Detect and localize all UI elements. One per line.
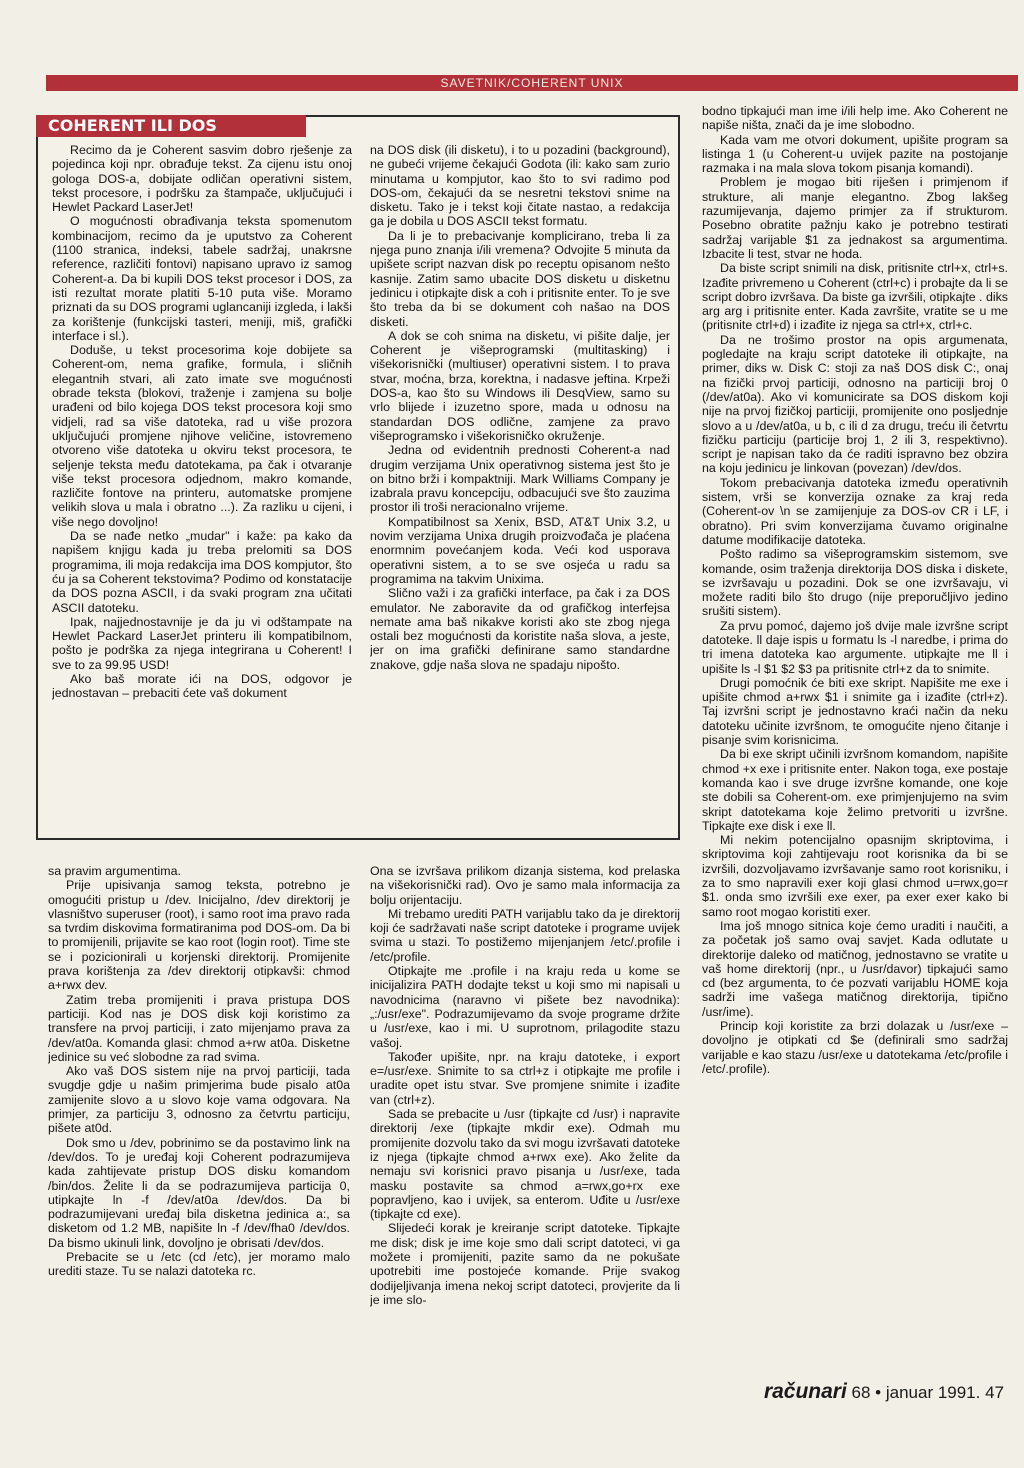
paragraph: Kompatibilnost sa Xenix, BSD, AT&T Unix 3.2, u novim verzijama Unixa drugih proizvođača je plaćena enormnim povećanjem koda. Veći kod usporava operativni sistem, a to se sve osjeća u radu sa programima na takvim Unixima. [370,514,670,586]
magazine-brand: računari [763,1380,847,1403]
paragraph: Recimo da je Coherent sasvim dobro rješenje za pojedinca koji npr. obrađuje tekst. Za cijenu istu onoj gologa DOS-a, dobijate odličan operativni sistem, tekst procesore, i podršku za štampače, uključujući i Hewlet Packard LaserJet! [52,143,352,215]
paragraph: A dok se coh snima na disketu, vi pišite dalje, jer Coherent je višeprogramski (multitasking) i višekorisnički (multiuser) operativni sistem. I to prava stvar, moćna, brza, korektna, i nadasve jeftina. Krpeži DOS-a, kao što su Windows ili DesqView, samo su vrlo blijede i izuzetno spore, mada u odnosu na standardan DOS odlične, zamjene za pravo višeprogramsko i višekorisničko okruženje. [370,328,670,443]
paragraph: Da se nađe netko „mudar" i kaže: pa kako da napišem knjigu kada ju treba prelomiti sa DOS programima, ili moja redakcija ima DOS kompjutor, što ću ja sa Coherent tekstovima? Podimo od konstatacije da DOS pozna ASCII, i da svaki program zna učitati ASCII datoteku. [52,529,352,615]
article-column-1 [48,864,350,1384]
paragraph: Ipak, najjednostavnije je da ju vi odštampate na Hewlet Packard LaserJet printeru ili kompatibilnom, pošto je podrška za njega integrirana u Coherent! I sve to za 99.95 USD! [52,614,352,672]
paragraph: Ima još mnogo sitnica koje ćemo uraditi i naučiti, a za početak još samo ovaj savjet. Kada odlutate u direktorije daleko od matičnog, jednostavno se vratite u vaš home direktorij (npr., u /usr/davor) tipkajući samo cd (bez argumenta, to će pozvati varijablu HOME koja sadrži ime vašega matičnog direktorija, tipično /usr/ime). [702,918,1008,1019]
paragraph: Da biste script snimili na disk, pritisnite ctrl+x, ctrl+s. Izađite privremeno u Coherent (ctrl+c) i probajte da li se script dobro izvršava. Da biste ga izvršili, otipkajte . diks arg arg i pritisnite enter. Kada završite, vratite se u me (pritisnite ctrl+d) i izađite iz njega sa ctrl+x, ctrl+c. [702,261,1008,333]
paragraph: Da ne trošimo prostor na opis argumenata, pogledajte na kraju script datoteke ili otipkajte, na primer, diks w. Disk C: stoji za naš DOS disk C:, onaj na fizički prvoj particiji, odnosno na particiji broj 0 (/dev/at0a). Ako vi komunicirate sa DOS diskom koji nije na prvoj fizičkoj particiji, promijenite ono posljednje slovo a u /dev/at0a, u b, c ili d za drugu, treću ili četvrtu fizičku particiju (particije broj 1, 2 ili 3, respektivno). script je napisan tako da će raditi ispravno bez obzira na koju jedinicu je linkovan (povezan) /dev/dos. [702,332,1008,476]
paragraph: Za prvu pomoć, dajemo još dvije male izvršne script datoteke. ll daje ispis u formatu ls -l naredbe, i prima do tri imena datoteka kao argumente. utipkajte me ll i upišite ls -l $1 $2 $3 pa pritisnite ctrl+z da to snimite. [702,618,1008,676]
paragraph: O mogućnosti obrađivanja teksta spomenutom kombinacijom, recimo da je uputstvo za Coherent (1100 stranica, indeksi, tabele sadržaj, unakrsne reference, različiti fontovi) napisano upravo iz samog Coherent-a. Da bi kupili DOS tekst procesor i DOS, za isti rezultat morate platiti 5-10 puta više. Moramo priznati da su DOS programi uglancaniji izgleda, i lakši za korištenje (funkcijski tasteri, meniji, miš, grafički interface i sl.). [52,214,352,343]
issue-and-page: 68 • januar 1991. 47 [846,1383,1004,1402]
section-header-band: SAVETNIK/COHERENT UNIX [46,75,1018,91]
paragraph: Pošto radimo sa višeprogramskim sistemom, sve komande, osim traženja direktorija DOS diska i diskete, se izvršavaju u pozadini. Dok se one izvršavaju, vi možete raditi bilo što drugo (nije preporučljivo jedino srušiti sistem). [702,547,1008,619]
page-footer [764,1380,1004,1404]
paragraph: Mi nekim potencijalno opasnijm skriptovima, i skriptovima koji zahtijevaju root korisnika da bi se izvršili, dozvoljavamo izvršavanje samo root korisniku, i za to smo napravili exer koji glasi chmod u=rwx,go=r $1. onda smo izvršili exe exer, pa exer exer kako bi samo root mogao koristiti exer. [702,833,1008,919]
paragraph: Kada vam me otvori dokument, upišite program sa listinga 1 (u Coherent-u uvijek pazite na postojanje razmaka i na mala slova tokom pisanja komandi). [702,132,1008,176]
paragraph: Ako vaš DOS sistem nije na prvoj particiji, tada svugdje gdje u našim primjerima bude pisalo at0a zamijenite slovo a u slovo koje vama odgovara. Na primjer, za particiju 3, odnosno za četvrtu particiju, pišete at0d. [48,1064,350,1136]
paragraph: Drugi pomoćnik će biti exe skript. Napišite me exe i upišite chmod a+rwx $1 i snimite ga i izađite (ctrl+z). Taj izvršni script je jednostavno kraći način da neku datoteku učinite izvršnom, te omogućite njeno čitanje i pisanje svim korisnicima. [702,675,1008,748]
paragraph: sa pravim argumentima. [48,864,181,878]
paragraph: Princip koji koristite za brzi dolazak u /usr/exe – dovoljno je otipkati cd $e (definirali smo sadržaj varijable e kao stazu /usr/exe u datotekama /etc/profile i /etc/.profile). [702,1019,1008,1076]
paragraph: Otipkajte me .profile i na kraju reda u kome se inicijalizira PATH dodajte tekst u koji smo mi napisali u navodnicima (naravno vi pišete bez navodnika): „:/usr/exe". Podrazumijevamo da svoje programe držite u /usr/exe, kao i mi. U suprotnom, prilagodite stazu vašoj. [370,964,680,1050]
paragraph: Mi trebamo urediti PATH varijablu tako da je direktorij koji će sadržavati naše script datoteke i programe uvijek svima u stazi. To postižemo mijenjanjem /etc/.profile i /etc/profile. [370,906,680,964]
article-column-2 [370,864,680,1384]
paragraph: Doduše, u tekst procesorima koje dobijete sa Coherent-om, nema grafike, formula, i sličnih elegantnih stvari, ali zato imate sve mogućnosti obrade teksta (blokovi, traženje i zamjena su bolje urađeni od bilo kojega DOS tekst procesora koji smo vidjeli, rad sa više datoteka, rad u više prozora uključujući promjene njihove veličine, istovremeno otvoreno više datoteka u okviru tekst procesora, te seljenje teksta među datotekama, pa čak i otvaranje više tekst procesora odjednom, makro komande, različite fontove na printeru, automatske promjene velikih slova u mala i obratno ...). Za razliku u cijeni, i više nego dovoljno! [52,343,352,529]
sidebar-column-2 [370,143,670,833]
paragraph: Sada se prebacite u /usr (tipkajte cd /usr) i napravite direktorij /exe (tipkajte mkdir exe). Odmah mu promijenite dozvolu tako da svi mogu izvršavati datoteke iz njega (tipkajte chmod a+rwx exe). Ako želite da nemaju svi korisnici pravo pisanja u /usr/exe, tada masku postavite sa chmod a=rwx,go+rx exe popravljeno, kao i uvijek, sa enterom. Uđite u /usr/exe (tipkajte cd exe). [370,1107,680,1222]
paragraph: Ona se izvršava prilikom dizanja sistema, kod prelaska na višekorisnički rad). Ovo je samo mala informacija za bolju orijentaciju. [370,864,680,907]
paragraph: Također upišite, npr. na kraju datoteke, i export e=/usr/exe. Snimite to sa ctrl+z i otipkajte me profile i uradite opet istu stvar. Sve promjene snimite i izađite van (ctrl+z). [370,1049,680,1107]
paragraph: Dok smo u /dev, pobrinimo se da postavimo link na /dev/dos. To je uređaj koji Coherent podrazumijeva kada zahtijevate pristup DOS disku komandom /bin/dos. Želite li da se podrazumijeva particija 0, utipkajte ln -f /dev/at0a /dev/dos. Da bi podrazumijevani uređaj bila disketna jedinica a:, sa disketom od 1.2 MB, napišite ln -f /dev/fha0 /dev/dos. Da bismo ukinuli link, dovoljno je obrisati /dev/dos. [48,1135,350,1250]
paragraph: na DOS disk (ili disketu), i to u pozadini (background), ne gubeći vrijeme čekajući Godota (ili: kako sam zurio minutama u kompjutor, kao što to svi radimo pod DOS-om, čekajući da se nesretni tekstovi snime na disketu. Tako je i tekst koji čitate nastao, a redakcija ga je dobila u DOS ASCII tekst formatu. [370,143,670,229]
paragraph: Zatim treba promijeniti i prava pristupa DOS particiji. Kod nas je DOS disk koji koristimo za transfere na prvoj particiji, i zato mijenjamo prava za /dev/at0a. Komanda glasi: chmod a+rw at0a. Disketne jedinice su već slobodne za rad svima. [48,992,350,1064]
sidebar-box-title: COHERENT ILI DOS [36,115,306,137]
paragraph: Da bi exe skript učinili izvršnom komandom, napišite chmod +x exe i pritisnite enter. Nakon toga, exe postaje komanda kao i sve druge izvršne komande, one koje ste dobili sa Coherent-om. exe primjenjujemo na svim skript datotekama koje želimo pretvoriti u izvršne. Tipkajte exe disk i exe ll. [702,747,1008,833]
paragraph: Prije upisivanja samog teksta, potrebno je omogućiti pristup u /dev. Inicijalno, /dev direktorij je vlasništvo superuser (root), i samo root ima pravo rada sa tvrdim diskovima formatiranima pod DOS-om. Da bi to promijenili, prijavite se kao root (login root). Time ste se i pozicionirali u korjenski direktorij. Promijenite prava korištenja za /dev direktorij otipkavši: chmod a+rwx dev. [48,878,350,993]
paragraph: Problem je mogao biti riješen i primjenom if strukture, ali manje elegantno. Zbog lakšeg razumijevanja, dajemo primjer za if strukturom. Posebno obratite pažnju kako je potrebno testirati sadržaj varijable $1 za jednakost sa argumentima. Izbacite li test, stvar ne hoda. [702,175,1008,261]
paragraph: Prebacite se u /etc (cd /etc), jer moramo malo urediti staze. Tu se nalazi datoteka rc. [48,1250,350,1279]
paragraph: Jedna od evidentnih prednosti Coherent-a nad drugim verzijama Unix operativnog sistema jest što je on bitno brži i kompaktniji. Mark Williams Company je izabrala pravu koncepciju, odbacujući sve što zauzima prostor ili troši neracionalno vrijeme. [370,443,670,515]
paragraph: bodno tipkajući man ime i/ili help ime. Ako Coherent ne napiše ništa, znači da je ime slobodno. [702,104,1008,133]
paragraph: Slijedeći korak je kreiranje script datoteke. Tipkajte me disk; disk je ime koje smo dali script datoteci, vi ga možete i promijeniti, pazite samo da ne pokušate upotrebiti ime postojeće komande. Prije svakog dodijeljivanja imena nekoj script datoteci, provjerite da li je ime slo- [370,1221,680,1307]
paragraph: Tokom prebacivanja datoteka između operativnih sistem, vrši se konverzija oznake za kraj reda (Coherent-ov \n se zamijenjuje za DOS-ov CR i LF, i obratno). Pri svim konverzijama čuvamo originalne datume modifikacije datoteka. [702,475,1008,547]
paragraph: Da li je to prebacivanje komplicirano, treba li za njega puno znanja i/ili vremena? Odvojite 5 minuta da upišete script nazvan disk po receptu opisanom nešto kasnije. Zatim samo ubacite DOS disketu u disketnu jedinicu i otipkajte disk a coh i pritisnite enter. To je sve što treba da bi se dokument coh našao na DOS disketi. [370,228,670,329]
paragraph: Ako baš morate ići na DOS, odgovor je jednostavan – prebaciti ćete vaš dokument [52,671,352,701]
paragraph: Slično važi i za grafički interface, pa čak i za DOS emulator. Ne zaboravite da od grafičkog interfejsa nemate ama baš nikakve koristi ako ste zbog njega ostali bez mogućnosti da koristite naša slova, a jeste, jer on ima grafički definirane samo standardne znakove, gdje naša slova ne spadaju nipošto. [370,586,670,672]
sidebar-column-1 [52,143,352,833]
article-column-3 [702,104,1008,1374]
